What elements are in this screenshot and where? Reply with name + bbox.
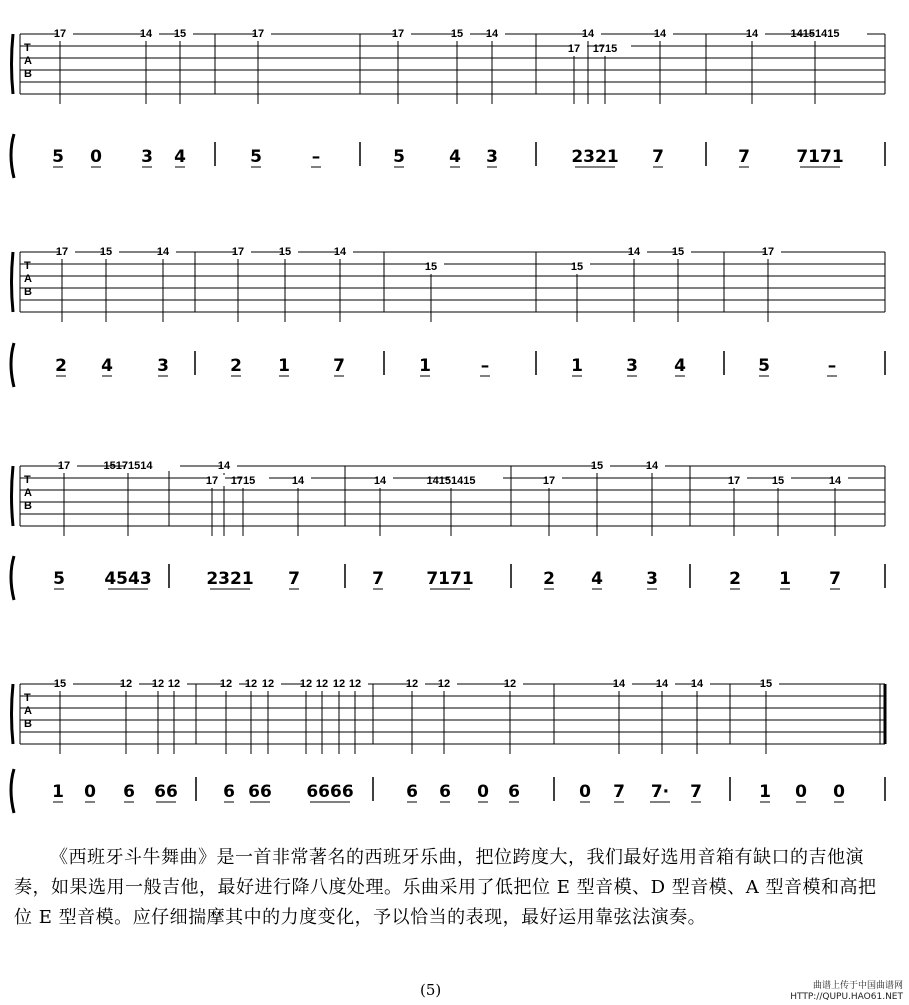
- fret-number: 14: [745, 28, 759, 40]
- site-watermark: [790, 981, 903, 1003]
- fret-number: 15: [590, 460, 604, 472]
- tab-clef-letter: T: [24, 260, 31, 272]
- jianpu-note: 4: [101, 356, 113, 376]
- jianpu-note: 6666: [306, 782, 354, 802]
- jianpu-note: 7: [690, 782, 702, 802]
- fret-number: 15: [99, 246, 113, 258]
- tab-clef-letter: T: [24, 42, 31, 54]
- fret-number: 12: [244, 678, 258, 690]
- fret-number: 12: [261, 678, 275, 690]
- tab-clef-letter: A: [24, 487, 32, 499]
- jianpu-bracket: [11, 343, 14, 387]
- jianpu-bracket: [11, 134, 14, 178]
- fret-number: 14: [581, 28, 595, 40]
- fret-number: 14: [627, 246, 641, 258]
- jianpu-note: 7: [333, 356, 345, 376]
- jianpu-note: 66: [248, 782, 272, 802]
- fret-number: 17: [542, 475, 556, 487]
- jianpu-note: 66: [154, 782, 178, 802]
- tab-clef-letter: A: [24, 273, 32, 285]
- jianpu-note: 3: [486, 147, 498, 167]
- tab-clef-letter: B: [24, 286, 32, 298]
- fret-number: 12: [299, 678, 313, 690]
- fret-number: 15: [424, 261, 438, 273]
- jianpu-note: 2: [230, 356, 242, 376]
- fret-number: 17: [231, 246, 245, 258]
- jianpu-note: 7: [288, 569, 300, 589]
- fret-number: 15: [173, 28, 187, 40]
- jianpu-note: 0: [84, 782, 96, 802]
- jianpu-note: 5: [52, 147, 64, 167]
- jianpu-note: 1: [419, 356, 431, 376]
- fret-number: 15171514: [103, 460, 153, 472]
- fret-number: 14: [139, 28, 153, 40]
- jianpu-note: 1: [779, 569, 791, 589]
- jianpu-bracket: [11, 769, 14, 813]
- jianpu-note: 4: [674, 356, 686, 376]
- jianpu-note: 4: [591, 569, 603, 589]
- fret-number: 14: [333, 246, 347, 258]
- jianpu-note: 3: [157, 356, 169, 376]
- jianpu-note: 2: [55, 356, 67, 376]
- fret-number: 17: [205, 475, 219, 487]
- jianpu-note: –: [311, 147, 321, 167]
- fret-number: 15: [278, 246, 292, 258]
- system-1: [11, 28, 885, 178]
- jianpu-note: 1: [278, 356, 290, 376]
- fret-number: 14: [828, 475, 842, 487]
- jianpu-note: 7: [829, 569, 841, 589]
- fret-number: 14: [373, 475, 387, 487]
- jianpu-note: 6: [406, 782, 418, 802]
- system-2: [11, 246, 885, 387]
- jianpu-note: 7171: [426, 569, 474, 589]
- jianpu-note: 5: [53, 569, 65, 589]
- jianpu-bracket: [11, 556, 14, 600]
- fret-number: 12: [332, 678, 346, 690]
- jianpu-note: 1: [759, 782, 771, 802]
- fret-number: 12: [167, 678, 181, 690]
- tab-clef-letter: A: [24, 55, 32, 67]
- fret-number: 14: [217, 460, 231, 472]
- jianpu-note: 4: [174, 147, 186, 167]
- fret-number: 12: [405, 678, 419, 690]
- jianpu-note: 6: [223, 782, 235, 802]
- tab-clef-letter: B: [24, 500, 32, 512]
- fret-number: 12: [119, 678, 133, 690]
- fret-number: 17: [567, 43, 581, 55]
- system-3: [11, 460, 885, 600]
- fret-number: 14151415: [426, 475, 476, 487]
- jianpu-note: 7·: [650, 782, 670, 802]
- jianpu-note: 7: [372, 569, 384, 589]
- jianpu-note: 6: [439, 782, 451, 802]
- jianpu-note: 2321: [206, 569, 254, 589]
- staff-bracket: [12, 466, 14, 526]
- fret-number: 15: [771, 475, 785, 487]
- jianpu-note: 0: [90, 147, 102, 167]
- watermark-line-2: HTTP://QUPU.HAO61.NET: [790, 992, 903, 1002]
- fret-number: 15: [53, 678, 67, 690]
- jianpu-note: 1: [52, 782, 64, 802]
- jianpu-note: 5: [393, 147, 405, 167]
- jianpu-note: 2: [543, 569, 555, 589]
- jianpu-note: 7: [652, 147, 664, 167]
- fret-number: 17: [53, 28, 67, 40]
- description-paragraph: 《西班牙斗牛舞曲》是一首非常著名的西班牙乐曲，把位跨度大，我们最好选用音箱有缺口的吉他演奏，如果选用一般吉他，最好进行降八度处理。乐曲采用了低把位 E 型音模、D 型音模、A 型音模和高把位 E 型音模。应仔细揣摩其中的力度变化，予以恰当的表现，最好运用靠弦法演奏。: [14, 847, 877, 928]
- fret-number: 17: [55, 246, 69, 258]
- fret-number: 1715: [230, 475, 256, 487]
- jianpu-note: 6: [508, 782, 520, 802]
- tab-clef-letter: T: [24, 692, 31, 704]
- jianpu-note: 2: [729, 569, 741, 589]
- tab-clef-letter: A: [24, 705, 32, 717]
- fret-number: 17: [57, 460, 71, 472]
- fret-number: 14: [485, 28, 499, 40]
- fret-number: 17: [727, 475, 741, 487]
- fret-number: 15: [671, 246, 685, 258]
- fret-number: 15: [570, 261, 584, 273]
- tab-clef-letter: T: [24, 474, 31, 486]
- fret-number: 14: [612, 678, 626, 690]
- fret-number: 15: [450, 28, 464, 40]
- jianpu-note: 3: [626, 356, 638, 376]
- staff-bracket: [12, 252, 14, 312]
- jianpu-note: 3: [141, 147, 153, 167]
- jianpu-note: 7: [613, 782, 625, 802]
- jianpu-note: 7171: [796, 147, 844, 167]
- jianpu-note: 0: [477, 782, 489, 802]
- jianpu-note: 3: [646, 569, 658, 589]
- page-number: (5): [420, 981, 442, 999]
- fret-number: 12: [315, 678, 329, 690]
- fret-number: 17: [391, 28, 405, 40]
- fret-number: 14: [690, 678, 704, 690]
- jianpu-note: 7: [738, 147, 750, 167]
- fret-number: 14: [156, 246, 170, 258]
- tab-clef-letter: B: [24, 68, 32, 80]
- fret-number: 14: [655, 678, 669, 690]
- staff-bracket: [12, 34, 14, 94]
- jianpu-note: 4: [449, 147, 461, 167]
- jianpu-note: 6: [123, 782, 135, 802]
- fret-number: 17: [761, 246, 775, 258]
- fret-number: 14: [291, 475, 305, 487]
- fret-number: 1715: [592, 43, 618, 55]
- fret-number: 17: [251, 28, 265, 40]
- fret-number: 12: [348, 678, 362, 690]
- watermark-line-1: 曲谱上传于中国曲谱网: [812, 981, 903, 991]
- jianpu-note: 5: [758, 356, 770, 376]
- jianpu-note: 1: [571, 356, 583, 376]
- fret-number: 14: [653, 28, 667, 40]
- jianpu-note: –: [480, 356, 490, 376]
- jianpu-note: 4543: [104, 569, 152, 589]
- jianpu-note: 0: [795, 782, 807, 802]
- fret-number: 12: [151, 678, 165, 690]
- fret-number: 12: [437, 678, 451, 690]
- jianpu-note: 5: [250, 147, 262, 167]
- jianpu-note: 2321: [571, 147, 619, 167]
- fret-number: 12: [219, 678, 233, 690]
- staff-bracket: [12, 684, 14, 744]
- fret-number: 12: [503, 678, 517, 690]
- tab-clef-letter: B: [24, 718, 32, 730]
- fret-number: 14: [645, 460, 659, 472]
- fret-number: 14151415: [790, 28, 840, 40]
- jianpu-note: 0: [579, 782, 591, 802]
- system-4: [11, 678, 885, 813]
- jianpu-note: 0: [833, 782, 845, 802]
- fret-number: 15: [759, 678, 773, 690]
- jianpu-note: –: [827, 356, 837, 376]
